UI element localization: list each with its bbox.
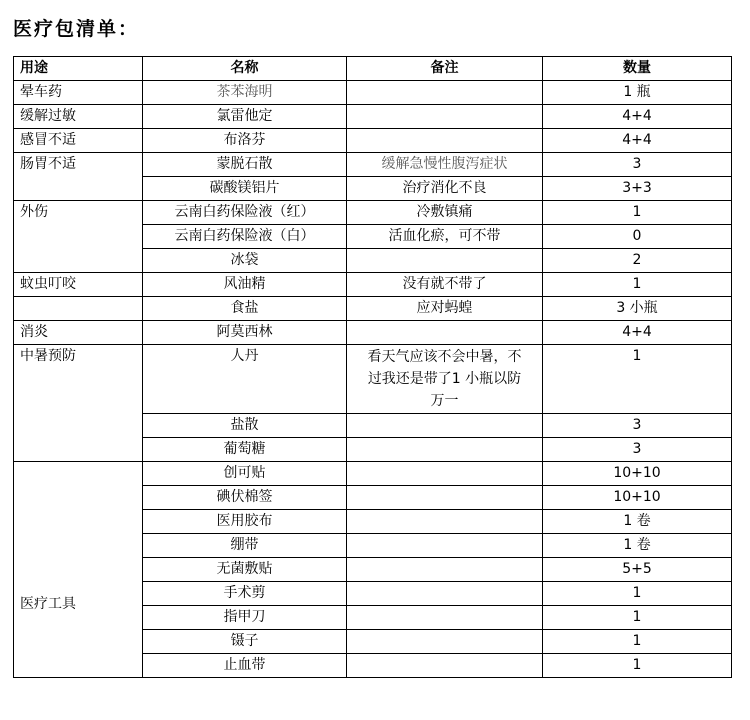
item-note [347,558,543,582]
item-quantity: 1 卷 [543,510,732,534]
item-quantity: 4+4 [543,105,732,129]
usage-label: 医疗工具 [20,596,76,612]
header-note: 备注 [347,57,543,81]
usage-cell: 感冒不适 [14,129,143,153]
usage-cell: 蚊虫叮咬 [14,273,143,297]
item-note [347,630,543,654]
item-name: 氯雷他定 [143,105,347,129]
header-usage: 用途 [14,57,143,81]
item-quantity: 0 [543,225,732,249]
item-quantity: 3 [543,153,732,177]
header-row [14,57,732,81]
page-title: 医疗包清单： [13,18,140,40]
item-note [347,534,543,558]
item-note: 活血化瘀，可不带 [347,225,543,249]
item-name: 云南白药保险液（白） [143,225,347,249]
item-note [347,438,543,462]
item-quantity: 1 [543,654,732,678]
header-qty: 数量 [543,57,732,81]
item-note: 看天气应该不会中暑，不过我还是带了1 小瓶以防万一 [347,345,543,414]
item-quantity: 10+10 [543,462,732,486]
item-name: 镊子 [143,630,347,654]
item-note [347,105,543,129]
item-note: 应对蚂蝗 [347,297,543,321]
item-name: 盐散 [143,414,347,438]
item-quantity: 1 [543,201,732,225]
item-name: 云南白药保险液（红） [143,201,347,225]
item-quantity: 5+5 [543,558,732,582]
item-name: 阿莫西林 [143,321,347,345]
item-note [347,81,543,105]
item-name: 布洛芬 [143,129,347,153]
item-name: 食盐 [143,297,347,321]
item-note [347,654,543,678]
item-quantity: 1 [543,273,732,297]
item-note [347,129,543,153]
usage-cell: 消炎 [14,321,143,345]
table-row [14,297,732,321]
item-name: 葡萄糖 [143,438,347,462]
item-quantity: 1 [543,630,732,654]
usage-cell [14,462,143,678]
table-row [14,321,732,345]
usage-cell: 中暑预防 [14,345,143,462]
header-name: 名称 [143,57,347,81]
usage-cell [14,297,143,321]
item-note: 没有就不带了 [347,273,543,297]
table-row [14,201,732,225]
item-name: 蒙脱石散 [143,153,347,177]
item-name: 医用胶布 [143,510,347,534]
item-note [347,249,543,273]
table-row [14,462,732,486]
item-note [347,606,543,630]
item-note [347,486,543,510]
item-quantity: 3 [543,438,732,462]
item-quantity: 3 小瓶 [543,297,732,321]
item-note: 缓解急慢性腹泻症状 [347,153,543,177]
usage-cell: 缓解过敏 [14,105,143,129]
item-name: 指甲刀 [143,606,347,630]
item-quantity: 10+10 [543,486,732,510]
item-quantity: 1 [543,345,732,414]
item-name: 无菌敷贴 [143,558,347,582]
item-name: 绷带 [143,534,347,558]
item-name: 止血带 [143,654,347,678]
item-note: 治疗消化不良 [347,177,543,201]
item-name: 风油精 [143,273,347,297]
table-row [14,273,732,297]
item-note [347,321,543,345]
item-note [347,414,543,438]
item-name: 茶苯海明 [143,81,347,105]
item-quantity: 2 [543,249,732,273]
item-quantity: 1 [543,606,732,630]
item-name: 手术剪 [143,582,347,606]
item-name: 碳酸镁铝片 [143,177,347,201]
item-quantity: 1 [543,582,732,606]
item-note [347,462,543,486]
usage-cell: 晕车药 [14,81,143,105]
usage-cell: 肠胃不适 [14,153,143,201]
usage-cell: 外伤 [14,201,143,273]
item-quantity: 3 [543,414,732,438]
item-quantity: 3+3 [543,177,732,201]
item-quantity: 4+4 [543,321,732,345]
item-name: 碘伏棉签 [143,486,347,510]
table-row [14,105,732,129]
item-note: 冷敷镇痛 [347,201,543,225]
item-note [347,510,543,534]
item-name: 冰袋 [143,249,347,273]
table-row [14,345,732,414]
medical-kit-table [13,56,732,678]
item-quantity: 1 卷 [543,534,732,558]
item-quantity: 4+4 [543,129,732,153]
item-quantity: 1 瓶 [543,81,732,105]
item-note [347,582,543,606]
table-row [14,129,732,153]
item-name: 创可贴 [143,462,347,486]
table-row [14,153,732,177]
table-row [14,81,732,105]
item-name: 人丹 [143,345,347,414]
